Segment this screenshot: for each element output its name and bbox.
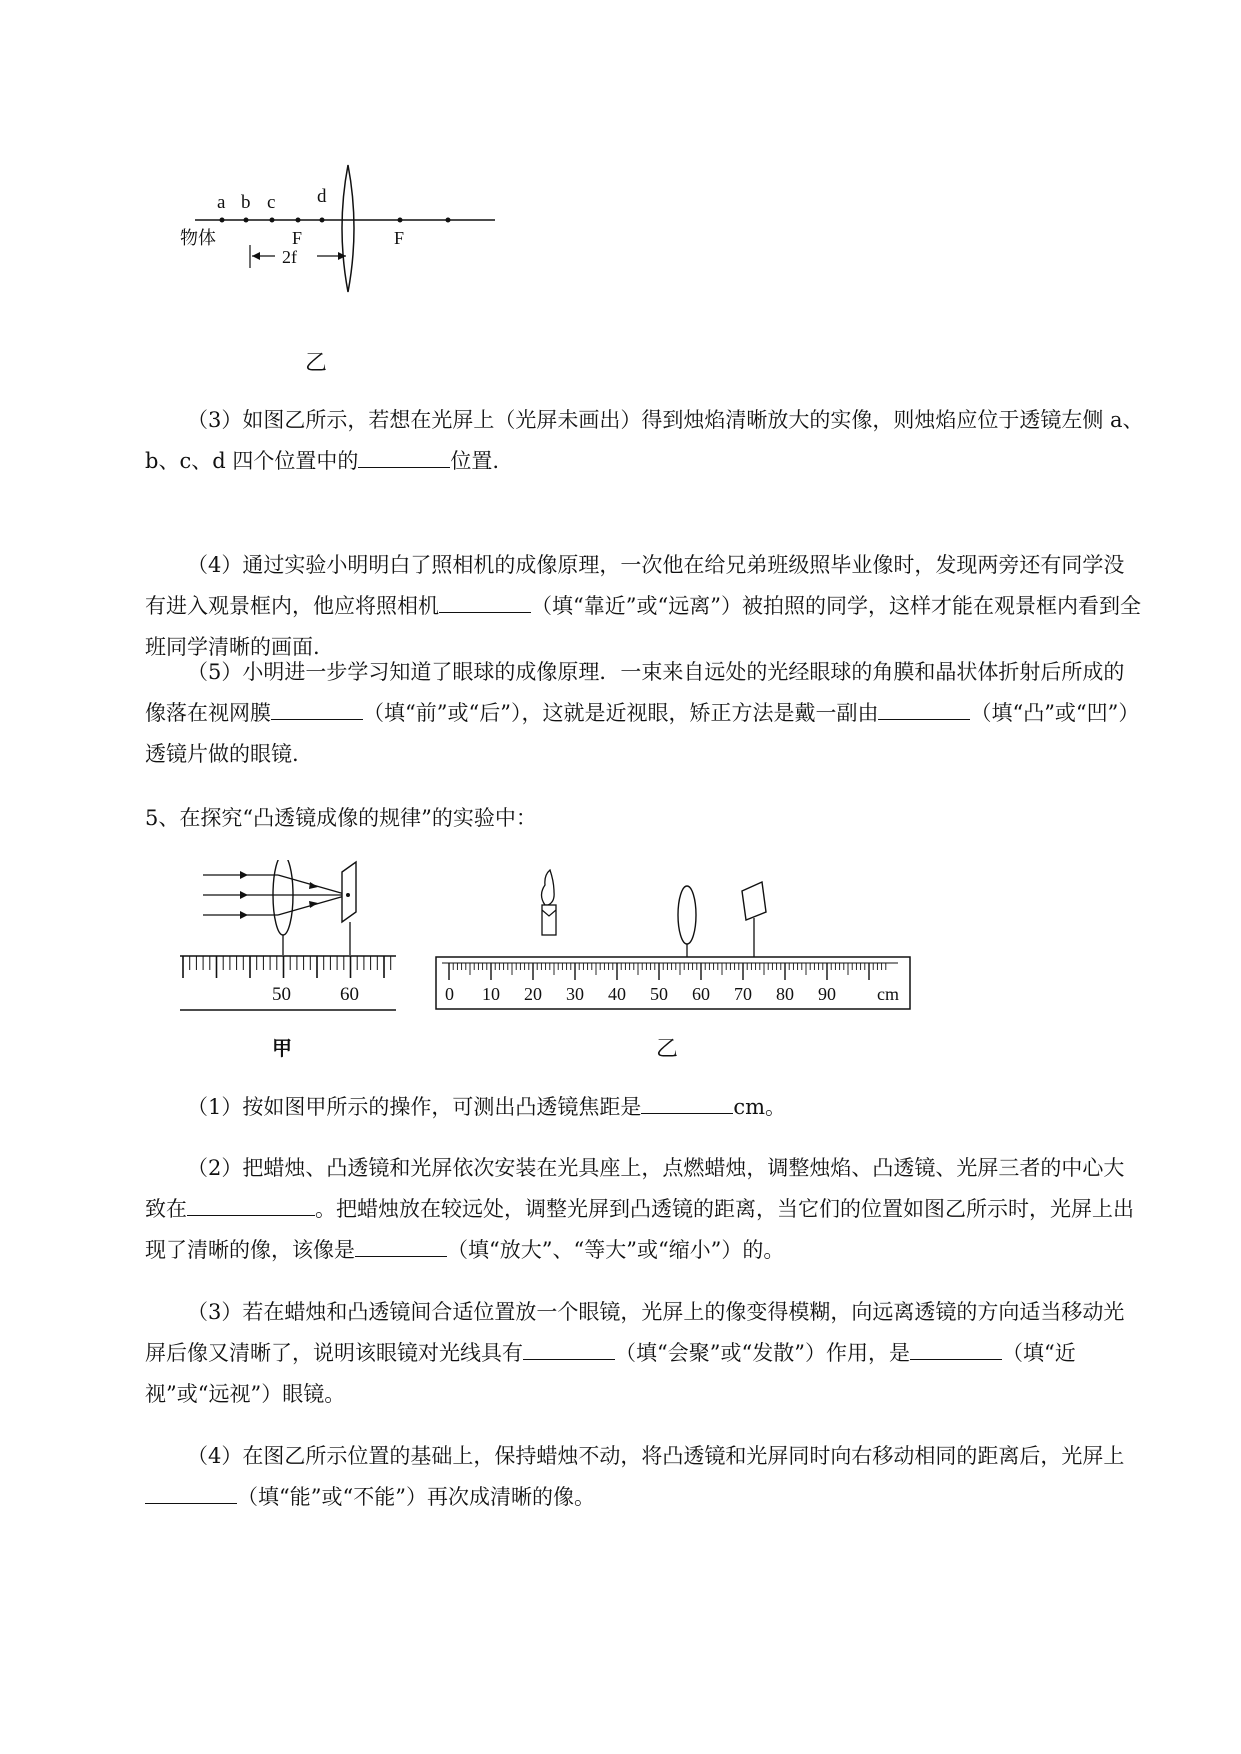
q5-part4-text: （4）在图乙所示位置的基础上，保持蜡烛不动，将凸透镜和光屏同时向右移动相同的距离后，光屏上 — [187, 1444, 1125, 1468]
figure-caption-yi2: 乙 — [656, 1037, 679, 1062]
screen-jia — [342, 862, 356, 922]
answer-blank-q5-1[interactable] — [641, 1095, 733, 1114]
ruler-tick-label: 0 — [445, 984, 454, 1004]
candle — [542, 870, 557, 935]
point-a — [220, 218, 225, 223]
q5-part2-mid: 。把蜡烛放在较远处，调整光屏到凸透镜的距离，当它们的位置如图乙所示时，光屏上出现了清晰的像，该像是 — [145, 1197, 1134, 1262]
figure-yi2-svg — [430, 860, 920, 1020]
unit-cm: cm — [877, 984, 899, 1004]
label-d: d — [317, 186, 327, 207]
answer-blank-q5-2a[interactable] — [187, 1197, 315, 1216]
point-f-left — [296, 218, 301, 223]
q4-part3-tail: 位置. — [450, 449, 500, 473]
point-c — [270, 218, 275, 223]
answer-blank-q5-3a[interactable] — [523, 1341, 615, 1360]
q4-part4-tail: （填“靠近”或“远离”）被拍照的同学，这样才能在观景框内看到全班同学清晰的画面. — [145, 594, 1141, 659]
tick-label-60: 60 — [340, 984, 359, 1005]
point-2f-right — [446, 218, 451, 223]
figure-jia-svg — [178, 860, 403, 1030]
figure-jia — [178, 860, 403, 1030]
answer-blank-q4-4[interactable] — [439, 594, 531, 613]
point-d — [320, 218, 325, 223]
figure-caption-jia: 甲 — [272, 1036, 292, 1060]
twof-arrowhead-left — [252, 252, 260, 260]
screen-yi — [742, 882, 766, 920]
answer-blank-q5-4[interactable] — [145, 1485, 237, 1504]
q4-part4 — [145, 545, 1145, 668]
q4-part4-text: （4）通过实验小明明白了照相机的成像原理，一次他在给兄弟班级照毕业像时，发现两旁还有同学没有进入观景框内，他应将照相机 — [145, 553, 1125, 618]
q5-part2-tail: （填“放大”、“等大”或“缩小”）的。 — [447, 1238, 785, 1262]
ruler-tick-label: 20 — [524, 984, 542, 1004]
ruler-tick-label: 90 — [818, 984, 836, 1004]
label-focus-left: F — [292, 228, 303, 248]
q5-part3-text: （3）若在蜡烛和凸透镜间合适位置放一个眼镜，光屏上的像变得模糊，向远离透镜的方向适当移动光屏后像又清晰了，说明该眼镜对光线具有 — [145, 1300, 1125, 1365]
answer-blank-q5-3b[interactable] — [910, 1341, 1002, 1360]
q5-part3 — [145, 1292, 1145, 1415]
lens-diagram-yi — [180, 160, 510, 310]
q5-part4 — [145, 1436, 1145, 1518]
q4-part3 — [145, 400, 1145, 482]
q5-part4-tail: （填“能”或“不能”）再次成清晰的像。 — [237, 1485, 595, 1509]
ruler-tick-label: 80 — [776, 984, 794, 1004]
q4-part3-text: （3）如图乙所示，若想在光屏上（光屏未画出）得到烛焰清晰放大的实像，则烛焰应位于透镜左侧 a、b、c、d 四个位置中的 — [145, 408, 1144, 473]
label-a: a — [217, 192, 226, 213]
figure-caption-yi1: 乙 — [305, 351, 328, 376]
answer-blank-q5-2b[interactable] — [355, 1238, 447, 1257]
q5-part3-mid: （填“会聚”或“发散”）作用，是 — [615, 1341, 910, 1365]
q5-part2 — [145, 1148, 1145, 1271]
q5-part3-tail: （填“近视”或“远视”）眼镜。 — [145, 1341, 1076, 1406]
lens-diagram-svg — [180, 160, 510, 310]
q4-part5-tail: （填“凸”或“凹”）透镜片做的眼镜. — [145, 701, 1140, 766]
label-object: 物体 — [180, 228, 216, 248]
point-b — [244, 218, 249, 223]
ruler-tick-label: 40 — [608, 984, 626, 1004]
lens-jia — [273, 860, 293, 935]
ruler-tick-label: 50 — [650, 984, 668, 1004]
q4-part5 — [145, 652, 1145, 775]
q5-title: 5、在探究“凸透镜成像的规律”的实验中： — [145, 806, 537, 830]
answer-blank-q4-5b[interactable] — [878, 701, 970, 720]
ruler-tick-label: 70 — [734, 984, 752, 1004]
label-2f: 2f — [282, 247, 297, 267]
label-focus-right: F — [394, 228, 405, 248]
answer-blank-q4-3[interactable] — [358, 449, 450, 468]
q5-part1-tail: cm。 — [733, 1095, 787, 1119]
tick-label-50: 50 — [272, 984, 291, 1005]
q4-part5-text: （5）小明进一步学习知道了眼球的成像原理．一束来自远处的光经眼球的角膜和晶状体折射后所成的像落在视网膜 — [145, 660, 1125, 725]
ruler-tick-label: 30 — [566, 984, 584, 1004]
q4-part5-mid: （填“前”或“后”），这就是近视眼，矫正方法是戴一副由 — [363, 701, 879, 725]
label-c: c — [267, 192, 276, 213]
q5-part1-text: （1）按如图甲所示的操作，可测出凸透镜焦距是 — [187, 1095, 642, 1119]
point-f-right — [398, 218, 403, 223]
ruler-tick-label: 60 — [692, 984, 710, 1004]
label-b: b — [241, 192, 251, 213]
twof-arrowhead-right — [338, 252, 346, 260]
figure-yi2 — [430, 860, 920, 1020]
lens-yi — [678, 886, 696, 944]
q5-part2-text: （2）把蜡烛、凸透镜和光屏依次安装在光具座上，点燃蜡烛，调整烛焰、凸透镜、光屏三者的中心大致在 — [145, 1156, 1125, 1221]
convex-lens — [342, 165, 354, 292]
answer-blank-q4-5a[interactable] — [271, 701, 363, 720]
ruler-tick-label: 10 — [482, 984, 500, 1004]
q5-part1 — [145, 1087, 1145, 1128]
ruler-yi — [436, 957, 910, 1009]
